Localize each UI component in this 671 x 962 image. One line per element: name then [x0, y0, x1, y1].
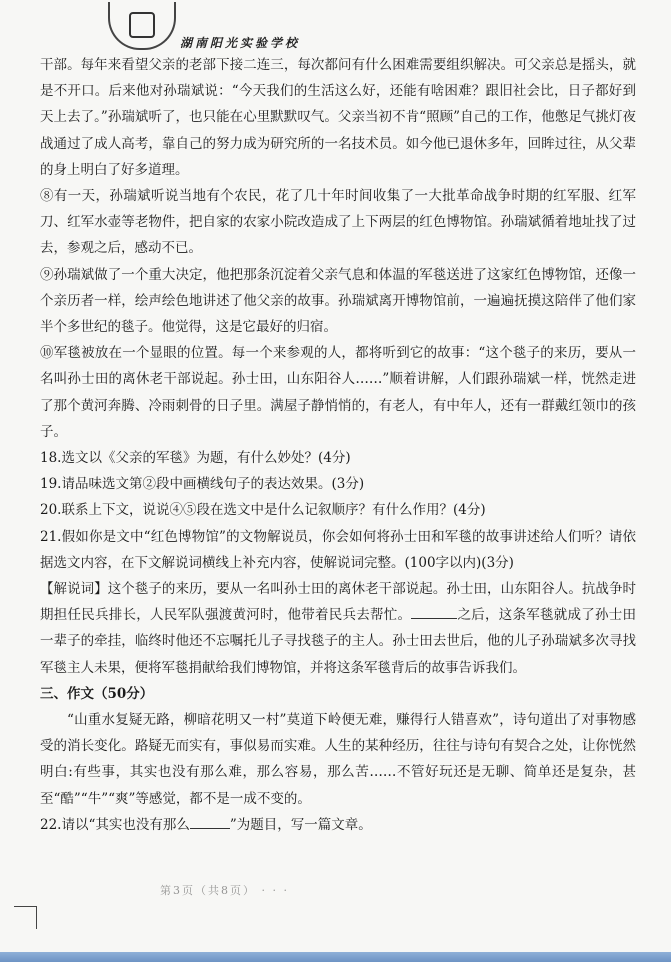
crop-corner-mark: [14, 906, 37, 929]
composition-section-title: 三、作文（50分）: [40, 685, 154, 702]
passage-paragraph-9: ⑨孙瑞斌做了一个重大决定，他把那条沉淀着父亲气息和体温的军毯送进了这家红色博物馆，还像一个亲历者一样，绘声绘色地讲述了他父亲的故事。孙瑞斌离开博物馆前，一遍遍抚摸这陪伴了他们家半个多世纪的毯子。他觉得，这是它最好的归宿。: [40, 266, 636, 336]
commentary-answer-blank[interactable]: [411, 604, 457, 619]
commentary-part-1: 【解说词】这个毯子的来历，要从一名叫孙士田的离休老干部说起。孙士田，山东阳谷人。抗战争时期担任民兵排长，人民军队强渡黄河时，他带着民兵去帮忙。: [40, 581, 636, 624]
commentary-paragraph: [40, 576, 636, 681]
composition-title-blank[interactable]: [190, 814, 230, 829]
composition-task-suffix: ”为题目，写一篇文章。: [229, 816, 372, 833]
school-seal-logo: [108, 2, 176, 50]
exam-content: [40, 52, 636, 838]
question-19: 19.请品味选文第②段中画横线句子的表达效果。(3分): [40, 476, 365, 493]
passage-paragraph-8: ⑧有一天，孙瑞斌听说当地有个农民，花了几十年时间收集了一大批革命战争时期的红军服、红军刀、红军水壶等老物件，把自家的农家小院改造成了上下两层的红色博物馆。孙瑞斌循着地址找了过去，参观之后，感动不已。: [40, 188, 636, 257]
passage-paragraph-7: 干部。每年来看望父亲的老部下接二连三，每次都问有什么困难需要组织解决。可父亲总是摇头，就是不开口。后来他对孙瑞斌说：“今天我们的生活这么好，还能有啥困难？跟旧社会比，日子都好到天上去了。”孙瑞斌听了，也只能在心里默默叹气。父亲当初不肯“照顾”自己的工作，他憋足气挑灯夜战通过了成人高考，靠自己的努力成为研究所的一名技术员。如今他已退休多年，回眸过往，从父辈的身上明白了好多道理。: [40, 57, 636, 178]
window-bottom-bar: [0, 952, 671, 962]
page-footer: 第3页（共8页） · · ·: [160, 884, 289, 897]
composition-intro: “山重水复疑无路，柳暗花明又一村”莫道下岭便无难，赚得行人错喜欢”，诗句道出了对事物感受的消长变化。路疑无而实有，事似易而实难。人生的某种经历，往往与诗句有契合之处，让你恍然明白:有些事，其实也没有那么难，那么容易，那么苦……不管好玩还是无聊、简单还是复杂，甚至“酷”“牛”“爽”等感觉，都不是一成不变的。: [40, 712, 636, 807]
question-21: 21.假如你是文中“红色博物馆”的文物解说员，你会如何将孙士田和军毯的故事讲述给人们听？请依据选文内容，在下文解说词横线上补充内容，使解说词完整。(100字以内)(3分): [40, 528, 636, 571]
composition-task: [40, 812, 636, 838]
composition-task-prefix: 22.请以“其实也没有那么: [40, 816, 190, 833]
commentary-part-2: 之后，这条军毯就成了孙士田一辈子的牵挂，临终时他还不忘嘱托儿子寻找毯子的主人。孙士田去世后，他的儿子孙瑞斌多次寻找军毯主人未果，便将军毯捐献给我们博物馆，并将这条军毯背后的故事告诉我们。: [40, 607, 636, 676]
question-18: 18.选文以《父亲的军毯》为题，有什么妙处？(4分): [40, 450, 351, 467]
question-20: 20.联系上下文，说说④⑤段在选文中是什么记叙顺序？有什么作用？(4分): [40, 502, 486, 519]
school-name: 湖南阳光实验学校: [180, 36, 301, 50]
passage-paragraph-10: ⑩军毯被放在一个显眼的位置。每一个来参观的人，都将听到它的故事：“这个毯子的来历，要从一名叫孙士田的离休老干部说起。孙士田，山东阳谷人……”顺着讲解，人们跟孙瑞斌一样，恍然走进了那个黄河奔腾、冷雨刺骨的日子里。满屋子静悄悄的，有老人，有中年人，还有一群戴红领巾的孩子。: [40, 345, 636, 440]
seal-emblem-icon: [129, 12, 155, 38]
